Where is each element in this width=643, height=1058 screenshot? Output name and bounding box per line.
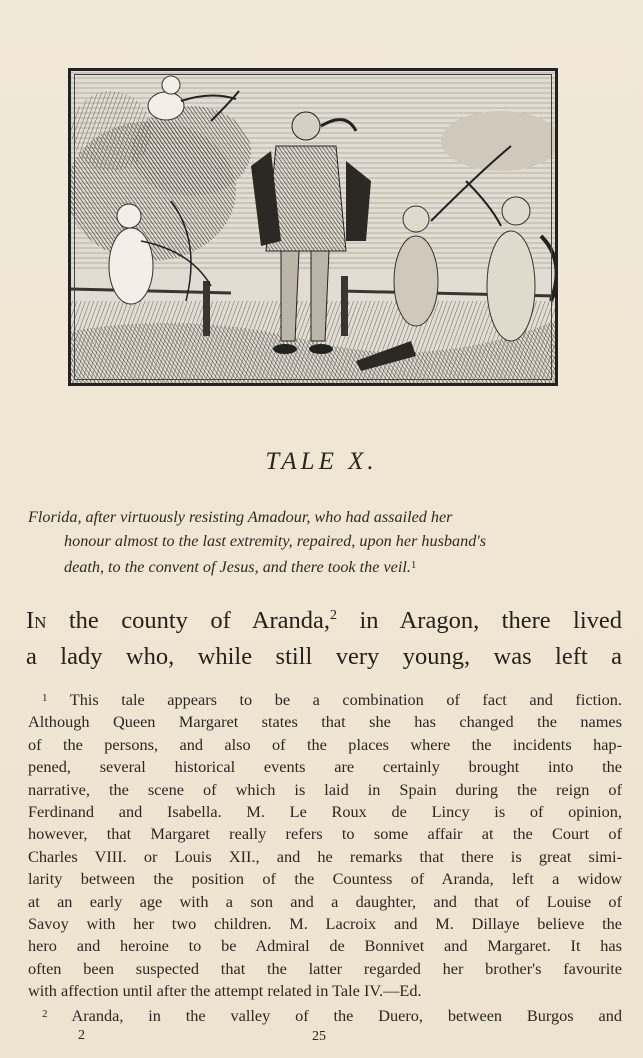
engraving-cupids-and-man <box>71 71 555 383</box>
body-text <box>26 598 622 675</box>
body-line <box>26 598 622 639</box>
footnote-line <box>28 1003 622 1027</box>
footnote-line: Although Queen Margaret states that she has changed the names <box>28 712 622 732</box>
argument-line-last <box>28 553 626 579</box>
footnote-marker: 1 <box>42 692 48 704</box>
tale-title: TALE X. <box>265 448 378 475</box>
argument-line: Florida, after virtuously resisting Amadour, who had assailed her <box>28 508 453 526</box>
footnote-line: larity between the position of the Countess of Aranda, left a widow <box>28 869 622 889</box>
footnote-line: however, that Margaret really refers to some affair at the Court of <box>28 824 622 844</box>
footnote-line: Savoy with her two children. M. Lacroix and M. Dillaye believe the <box>28 914 622 934</box>
footnote-line: of the persons, and also of the places where the incidents hap- <box>28 734 622 754</box>
body-text-segment: in Aragon, there lived <box>359 607 623 634</box>
body-text-segment: the county of Aranda, <box>68 607 331 634</box>
argument-line: honour almost to the last extremity, repaired, upon her husband's <box>64 532 487 550</box>
footnote-line: Charles VIII. or Louis XII., and he remarks that there is great simi- <box>28 846 622 866</box>
footnote-line: with affection until after the attempt related in Tale IV.—Ed. <box>28 981 422 1001</box>
footnote-text: Aranda, in the valley of the Duero, between Burgos and <box>71 1005 622 1025</box>
argument-note-ref: 1 <box>410 559 417 571</box>
footnote-text: This tale appears to be a combination of fact and fiction. <box>69 690 622 709</box>
footnote-line: Ferdinand and Isabella. M. Le Roux de Lincy is of opinion, <box>28 802 622 822</box>
argument-line-text: death, to the convent of Jesus, and there took the veil. <box>64 558 411 576</box>
footnote-marker: 2 <box>42 1007 48 1020</box>
tale-argument <box>28 505 626 579</box>
opening-words: In <box>26 607 47 634</box>
page-number: 25 <box>312 1029 326 1044</box>
footnote-line: hero and heroine to be Admiral de Bonnivet and Margaret. It has <box>28 936 622 956</box>
signature-mark: 2 <box>78 1028 85 1043</box>
footnote-line: pened, several historical events are certainly brought into the <box>28 757 622 777</box>
footnotes <box>28 687 622 1027</box>
body-note-ref: 2 <box>330 608 338 623</box>
footnote-line: at an early age with a son and a daughter, and that of Louise of <box>28 891 622 911</box>
engraving-illustration <box>68 68 558 386</box>
body-line: a lady who, while still very young, was left a <box>26 643 622 670</box>
footnote-line: often been suspected that the latter regarded her brother's favourite <box>28 958 622 978</box>
footnote-line <box>28 687 622 711</box>
footnote-line: narrative, the scene of which is laid in Spain during the reign of <box>28 779 622 799</box>
